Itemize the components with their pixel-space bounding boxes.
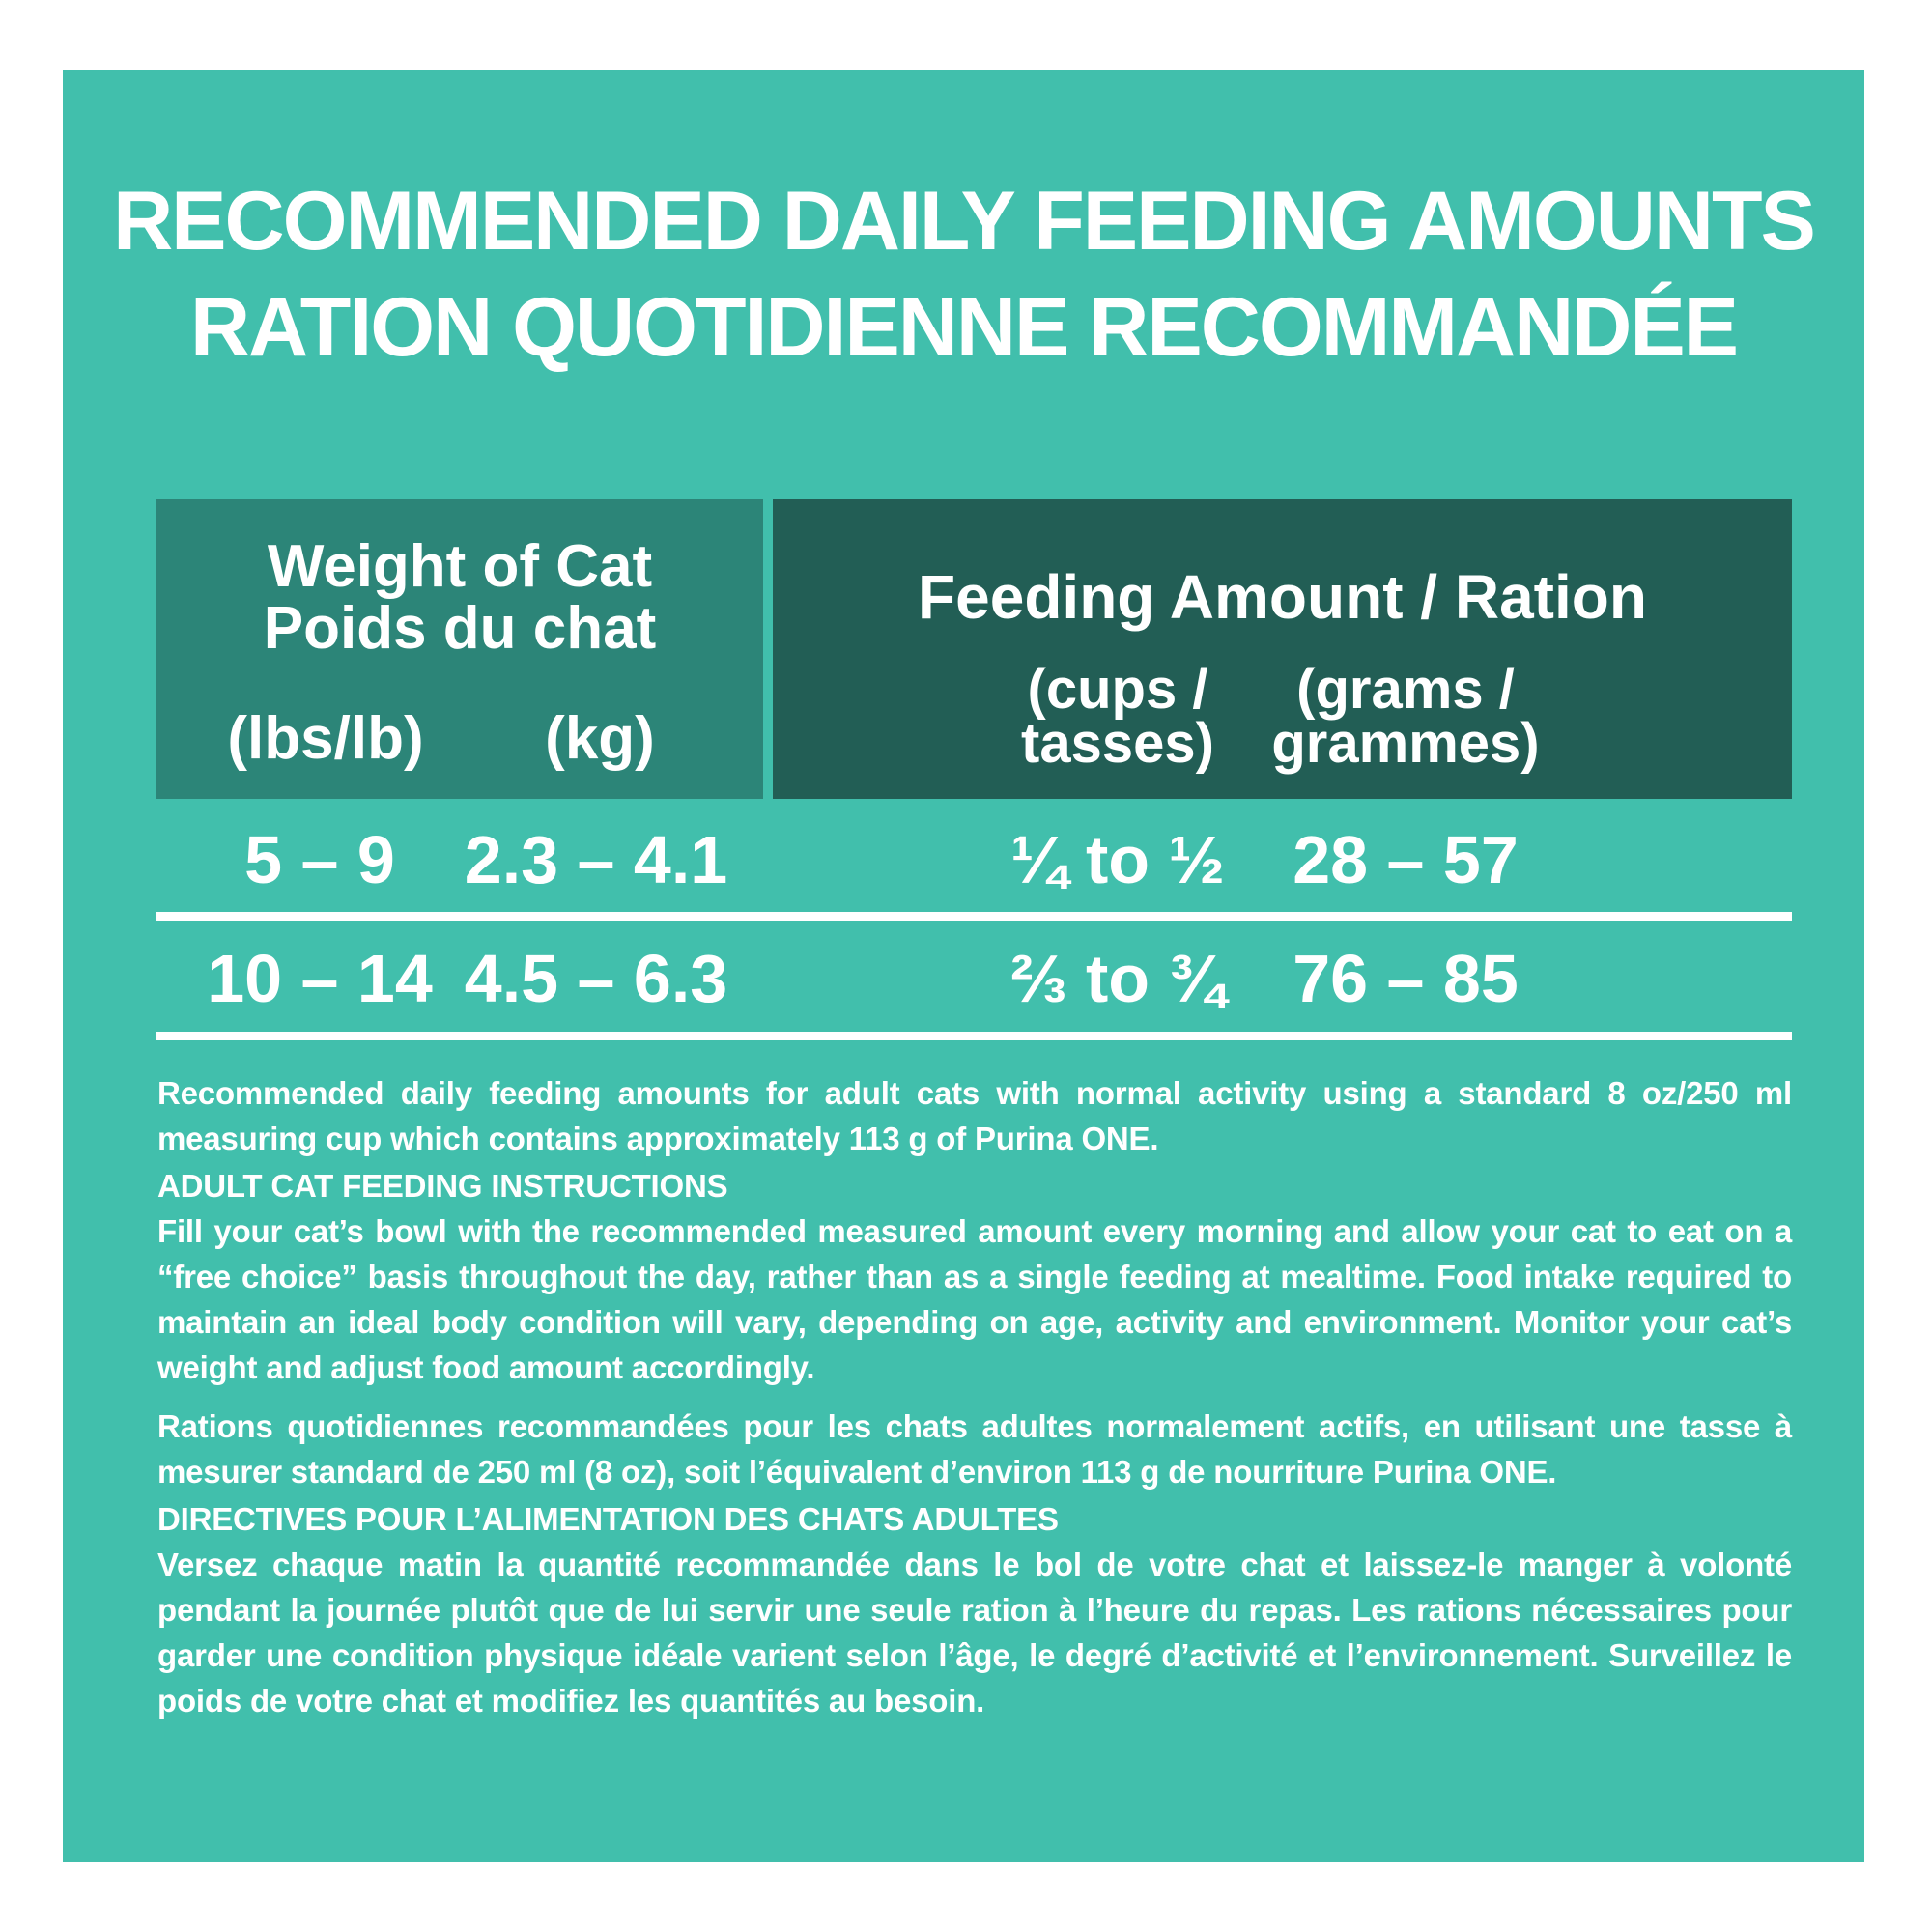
unit-grams-label bbox=[1271, 658, 1540, 775]
summary-english-period: . bbox=[1150, 1121, 1159, 1156]
heading-english-instructions: ADULT CAT FEEDING INSTRUCTIONS bbox=[157, 1168, 728, 1204]
summary-french-period: . bbox=[1548, 1454, 1557, 1490]
unit-kg-label: (kg) bbox=[545, 705, 655, 772]
row2-grams-value: 76 – 85 bbox=[1293, 941, 1519, 1016]
unit-cups-line2: tasses) bbox=[1021, 712, 1214, 775]
row2-cups-value: ⅔ to ¾ bbox=[1010, 941, 1225, 1016]
unit-cups-line1: (cups / bbox=[1027, 658, 1208, 721]
unit-lbs-label: (lbs/lb) bbox=[227, 705, 424, 772]
brand-name: Purina ONE bbox=[975, 1121, 1151, 1156]
summary-english-text: Recommended daily feeding amounts for adult cats with normal activity using a standard 8 oz/250 ml measuring cup which contains approximately 113 g of bbox=[157, 1075, 1792, 1156]
unit-grams-line2: grammes) bbox=[1271, 712, 1540, 775]
summary-french-text: Rations quotidiennes recommandées pour les chats adultes normalement actifs, en utilisant une tasse à mesurer standard de 250 ml (8 oz), soit l’équivalent d’environ 113 g de nourriture bbox=[157, 1408, 1792, 1490]
row1-cups-value: ¼ to ½ bbox=[1010, 822, 1225, 897]
row1-kg-value: 2.3 – 4.1 bbox=[464, 822, 728, 897]
title-french: RATION QUOTIDIENNE RECOMMANDÉE bbox=[189, 281, 1738, 374]
row1-grams-value: 28 – 57 bbox=[1293, 822, 1519, 897]
feeding-guide-panel bbox=[63, 70, 1864, 1862]
instructions-french: Versez chaque matin la quantité recommandée dans le bol de votre chat et laissez-le manger à volonté pendant la journée plutôt que de lui servir une seule ration à l’heure du repas. Les rations nécessaires pour garder une condition physique idéale varient selon l’âge, le degré d’activité et l’environnement. Surveillez le poids de votre chat et modifiez les quantités au besoin. bbox=[157, 1547, 1792, 1719]
row2-lbs-value: 10 – 14 bbox=[207, 941, 433, 1016]
feeding-header-title: Feeding Amount / Ration bbox=[918, 562, 1647, 632]
summary-french bbox=[157, 1404, 1792, 1494]
row-divider bbox=[156, 1032, 1792, 1040]
instructions-english: Fill your cat’s bowl with the recommended measured amount every morning and allow your cat to eat on a “free choice” basis throughout the day, rather than as a single feeding at mealtime. Food intake required to maintain an ideal body condition will vary, depending on age, activity and environment. Monitor your cat’s weight and adjust food amount accordingly. bbox=[157, 1213, 1792, 1385]
feeding-header-box bbox=[773, 499, 1792, 799]
title-english: RECOMMENDED DAILY FEEDING AMOUNTS bbox=[113, 175, 1814, 268]
row1-lbs-value: 5 – 9 bbox=[244, 822, 395, 897]
weight-header-title bbox=[156, 533, 763, 662]
row-divider bbox=[156, 912, 1792, 921]
weight-header-line-fr: Poids du chat bbox=[263, 595, 657, 662]
summary-english bbox=[157, 1070, 1792, 1161]
unit-cups-label bbox=[1021, 658, 1214, 775]
weight-header-box bbox=[156, 499, 763, 799]
unit-grams-line1: (grams / bbox=[1296, 658, 1515, 721]
row2-kg-value: 4.5 – 6.3 bbox=[464, 941, 728, 1016]
brand-name: Purina ONE bbox=[1372, 1454, 1548, 1490]
weight-header-line-en: Weight of Cat bbox=[267, 533, 653, 600]
feeding-notes bbox=[157, 1070, 1792, 1723]
heading-french-instructions: DIRECTIVES POUR L’ALIMENTATION DES CHATS ADULTES bbox=[157, 1501, 1059, 1537]
